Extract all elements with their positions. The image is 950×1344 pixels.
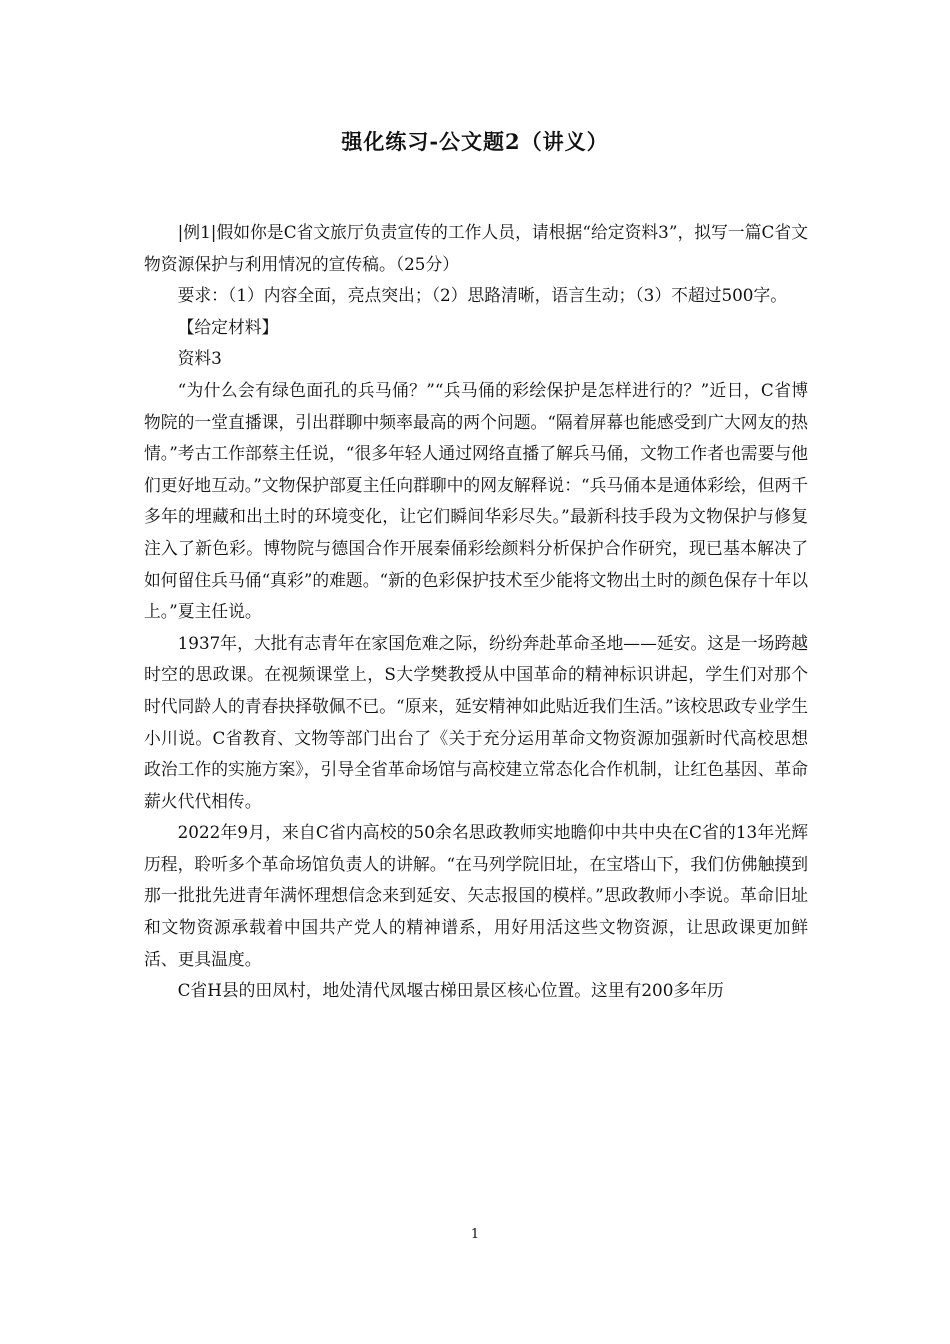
paragraph-given-material-heading: 【给定材料】 (177, 316, 279, 337)
paragraph-requirements: 要求：（1）内容全面，亮点突出；（2）思路清晰，语言生动；（3）不超过500字。 (177, 285, 788, 306)
page-number: 1 (470, 1227, 480, 1242)
paragraph-yanan-1937: 1937年，大批有志青年在家国危难之际，纷纷奔赴革命圣地——延安。这是一场跨越时空的思政课。在视频课堂上，S大学樊教授从中国革命的精神标识讲起，学生们对那个时代同龄人的青春抉择敬佩不已。“原来，延安精神如此贴近我们生活。”该校思政专业学生小川说。C省教育、文物等部门出台了《关于充分运用革命文物资源加强新时代高校思想政治工作的实施方案》，引导全省革命场馆与高校建立常态化合作机制，让红色基因、革命薪火代代相传。 (144, 632, 808, 811)
paragraph-material-label: 资料3 (177, 348, 222, 369)
document-title: 强化练习-公文题2（讲义） (341, 129, 609, 154)
paragraph-2022-teachers: 2022年9月，来自C省内高校的50余名思政教师实地瞻仰中共中央在C省的13年光辉历程，聆听多个革命场馆负责人的讲解。“在马列学院旧址，在宝塔山下，我们仿佛触摸到那一批批先进青年满怀理想信念来到延安、矢志报国的模样。”思政教师小李说。革命旧址和文物资源承载着中国共产党人的精神谱系，用好用活这些文物资源，让思政课更加鲜活、更具温度。 (144, 822, 808, 969)
paragraph-terracotta: “为什么会有绿色面孔的兵马俑？”“兵马俑的彩绘保护是怎样进行的？”近日，C省博物院的一堂直播课，引出群聊中频率最高的两个问题。“隔着屏幕也能感受到广大网友的热情。”考古工作部蔡主任说，“很多年轻人通过网络直播了解兵马俑，文物工作者也需要与他们更好地互动。”文物保护部夏主任向群聊中的网友解释说：“兵马俑本是通体彩绘，但两千多年的埋藏和出土时的环境变化，让它们瞬间华彩尽失。”最新科技手段为文物保护与修复注入了新色彩。博物院与德国合作开展秦俑彩绘颜料分析保护合作研究，现已基本解决了如何留住兵马俑“真彩”的难题。“新的色彩保护技术至少能将文物出土时的颜色保存十年以上。”夏主任说。 (144, 379, 808, 622)
document-body (144, 217, 808, 1007)
paragraph-tianfeng-village: C省H县的田凤村，地处清代凤堰古梯田景区核心位置。这里有200多年历 (177, 980, 724, 1001)
paragraph-example-prompt: |例1|假如你是C省文旅厅负责宣传的工作人员，请根据“给定资料3”，拟写一篇C省文物资源保护与利用情况的宣传稿。（25分） (144, 222, 808, 274)
